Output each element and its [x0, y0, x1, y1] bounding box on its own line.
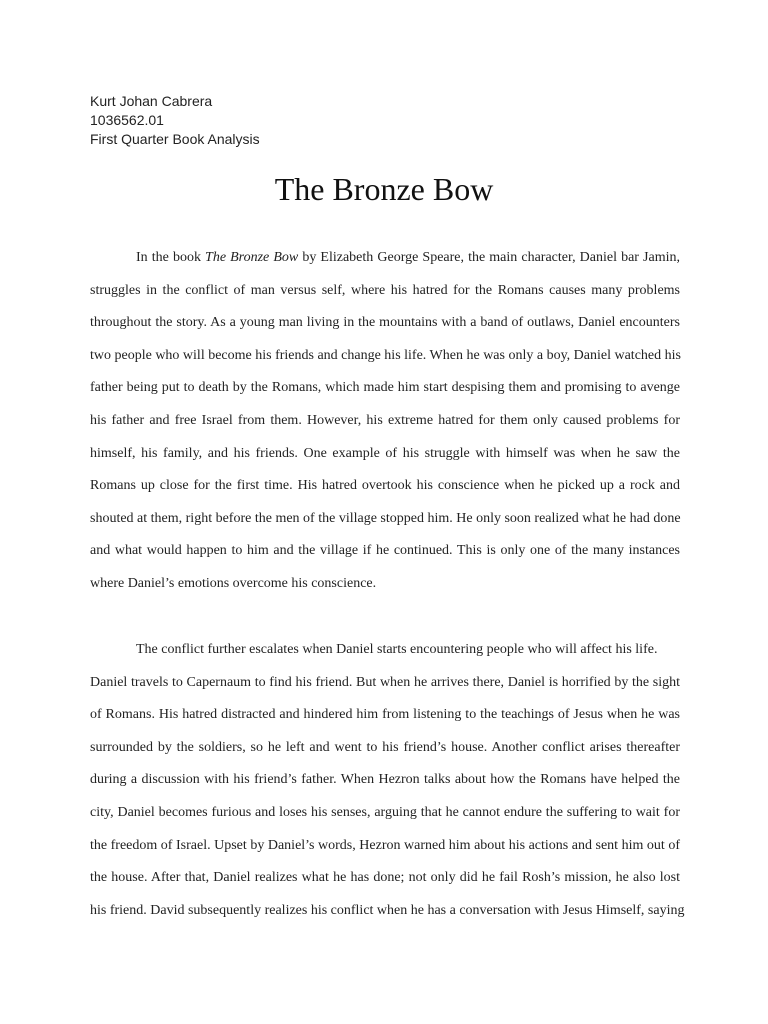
paragraph-2 — [90, 634, 685, 927]
paragraph-line: throughout the story. As a young man living in the mountains with a band of outlaws, Daniel encounters — [90, 315, 680, 331]
paragraph-line: Romans up close for the first time. His hatred overtook his conscience when he picked up a rock and — [90, 478, 680, 494]
paragraph-line: of Romans. His hatred distracted and hindered him from listening to the teachings of Jesus when he was — [90, 707, 680, 723]
paragraph-line: two people who will become his friends and change his life. When he was only a boy, Daniel watched his — [90, 347, 681, 363]
paragraph-line — [90, 242, 680, 275]
paragraph-line: his friend. David subsequently realizes his conflict when he has a conversation with Jesus Himself, saying — [90, 902, 685, 918]
paragraph-line: The conflict further escalates when Daniel starts encountering people who will affect his life. — [136, 642, 658, 657]
book-title-italic: The Bronze Bow — [205, 250, 299, 265]
paragraph-line: himself, his family, and his friends. One example of his struggle with himself was when he saw the — [90, 445, 680, 461]
paragraph-line: shouted at them, right before the men of the village stopped him. He only soon realized what he had done — [90, 510, 681, 526]
paragraph-line: the freedom of Israel. Upset by Daniel’s words, Hezron warned him about his actions and sent him out of — [90, 837, 680, 853]
essay-title: The Bronze Bow — [274, 171, 494, 207]
paragraph-line: the house. After that, Daniel realizes what he has done; not only did he fail Rosh’s mission, he also lost — [90, 870, 680, 886]
paragraph-line: surrounded by the soldiers, so he left and went to his friend’s house. Another conflict arises thereafter — [90, 739, 680, 755]
paragraph-line: where Daniel’s emotions overcome his conscience. — [90, 575, 377, 591]
student-id: 1036562.01 — [90, 112, 164, 128]
paragraph-line: struggles in the conflict of man versus self, where his hatred for the Romans causes many problems — [90, 282, 680, 298]
paragraph-line: city, Daniel becomes furious and loses his senses, arguing that he cannot endure the suffering to wait for — [90, 804, 680, 820]
author-name: Kurt Johan Cabrera — [90, 93, 213, 109]
assignment-name: First Quarter Book Analysis — [90, 131, 260, 147]
line-text: In the book — [136, 250, 206, 265]
document-header — [90, 92, 260, 149]
paragraph-line: and what would happen to him and the village if he continued. This is only one of the many instances — [90, 543, 680, 559]
paragraph-line: his father and free Israel from them. However, his extreme hatred for them only caused problems for — [90, 412, 680, 428]
paragraph-1 — [90, 242, 680, 601]
paragraph-line: during a discussion with his friend’s father. When Hezron talks about how the Romans have helped the — [90, 772, 680, 788]
paragraph-line: father being put to death by the Romans, which made him start despising them and promising to avenge — [90, 380, 680, 396]
line-text: by Elizabeth George Speare, the main character, Daniel bar Jamin, — [298, 250, 680, 265]
paragraph-line: Daniel travels to Capernaum to find his friend. But when he arrives there, Daniel is horrified by the sight — [90, 674, 680, 690]
